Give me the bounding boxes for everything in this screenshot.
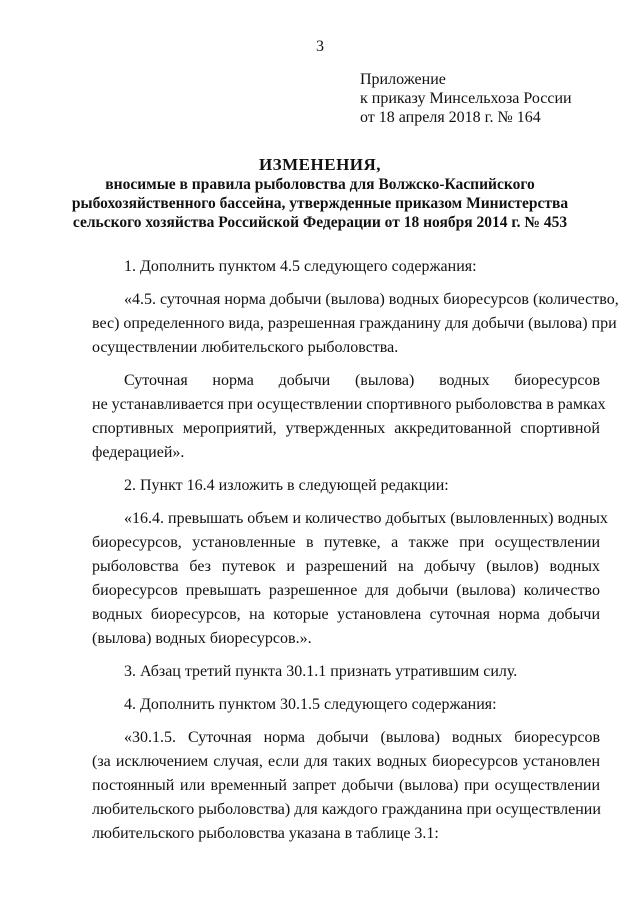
paragraph-8-line-3: постоянный или временный запрет добычи (вылова) при осуществлении	[92, 777, 600, 794]
paragraph-8	[92, 726, 600, 846]
title-heading: ИЗМЕНЕНИЯ,	[258, 155, 382, 174]
paragraph-5-line-2: биоресурсов, установленные в путевке, а также при осуществлении	[92, 534, 600, 551]
paragraph-2-line-2: вес) определенного вида, разрешенная гражданину для добычи (вылова) при	[92, 315, 617, 332]
paragraph-5-line-1: «16.4. превышать объем и количество добытых (выловленных) водных	[124, 510, 608, 527]
paragraph-5-line-5: водных биоресурсов, на которые установлена суточная норма добычи	[92, 606, 600, 623]
paragraph-2-line-3: осуществлении любительского рыболовства.	[92, 339, 399, 356]
paragraph-5-line-3: рыболовства без путевок и разрешений на добычу (вылов) водных	[92, 558, 600, 575]
appendix-line-3: от 18 апреля 2018 г. № 164	[360, 109, 541, 126]
title-subline-1: вносимые в правила рыболовства для Волжско-Каспийского	[105, 176, 535, 193]
paragraph-8-line-4: любительского рыболовства) для каждого гражданина при осуществлении	[92, 801, 601, 818]
appendix-line-1: Приложение	[360, 71, 446, 88]
paragraph-3	[92, 369, 606, 465]
paragraph-3-line-3: спортивных мероприятий, утвержденных аккредитованной спортивной	[92, 420, 600, 437]
document-title	[0, 155, 640, 232]
paragraph-3-line-4: федерацией».	[92, 444, 185, 461]
appendix-header	[360, 70, 572, 127]
paragraph-2-line-1: «4.5. суточная норма добычи (вылова) водных биоресурсов (количество,	[124, 291, 619, 308]
title-subline-2: рыбохозяйственного бассейна, утвержденные приказом Министерства	[71, 195, 569, 212]
page-number: 3	[316, 38, 324, 55]
paragraph-6: 3. Абзац третий пункта 30.1.1 признать утратившим силу.	[124, 663, 518, 680]
paragraph-5-line-4: биоресурсов превышать разрешенное для добычи (вылова) количество	[92, 582, 600, 599]
paragraph-3-line-2: не устанавливается при осуществлении спортивного рыболовства в рамках	[92, 396, 606, 413]
paragraph-8-line-2: (за исключением случая, если для таких водных биоресурсов установлен	[92, 753, 600, 770]
paragraph-8-line-1: «30.1.5. Суточная норма добычи (вылова) водных биоресурсов	[124, 729, 600, 746]
paragraph-7: 4. Дополнить пунктом 30.1.5 следующего содержания:	[124, 696, 497, 713]
appendix-line-2: к приказу Минсельхоза России	[360, 90, 572, 107]
paragraph-3-line-1: Суточная норма добычи (вылова) водных биоресурсов	[124, 372, 600, 389]
title-subline-3: сельского хозяйства Российской Федерации от 18 ноября 2014 г. № 453	[72, 214, 568, 231]
paragraph-5-line-6: (вылова) водных биоресурсов.».	[92, 630, 312, 647]
paragraph-1: 1. Дополнить пунктом 4.5 следующего содержания:	[124, 258, 477, 275]
document-body	[92, 255, 619, 846]
paragraph-4: 2. Пункт 16.4 изложить в следующей редакции:	[124, 477, 449, 494]
paragraph-5	[92, 507, 608, 651]
paragraph-2	[92, 288, 619, 360]
paragraph-8-line-5: любительского рыболовства указана в таблице 3.1:	[92, 825, 439, 842]
